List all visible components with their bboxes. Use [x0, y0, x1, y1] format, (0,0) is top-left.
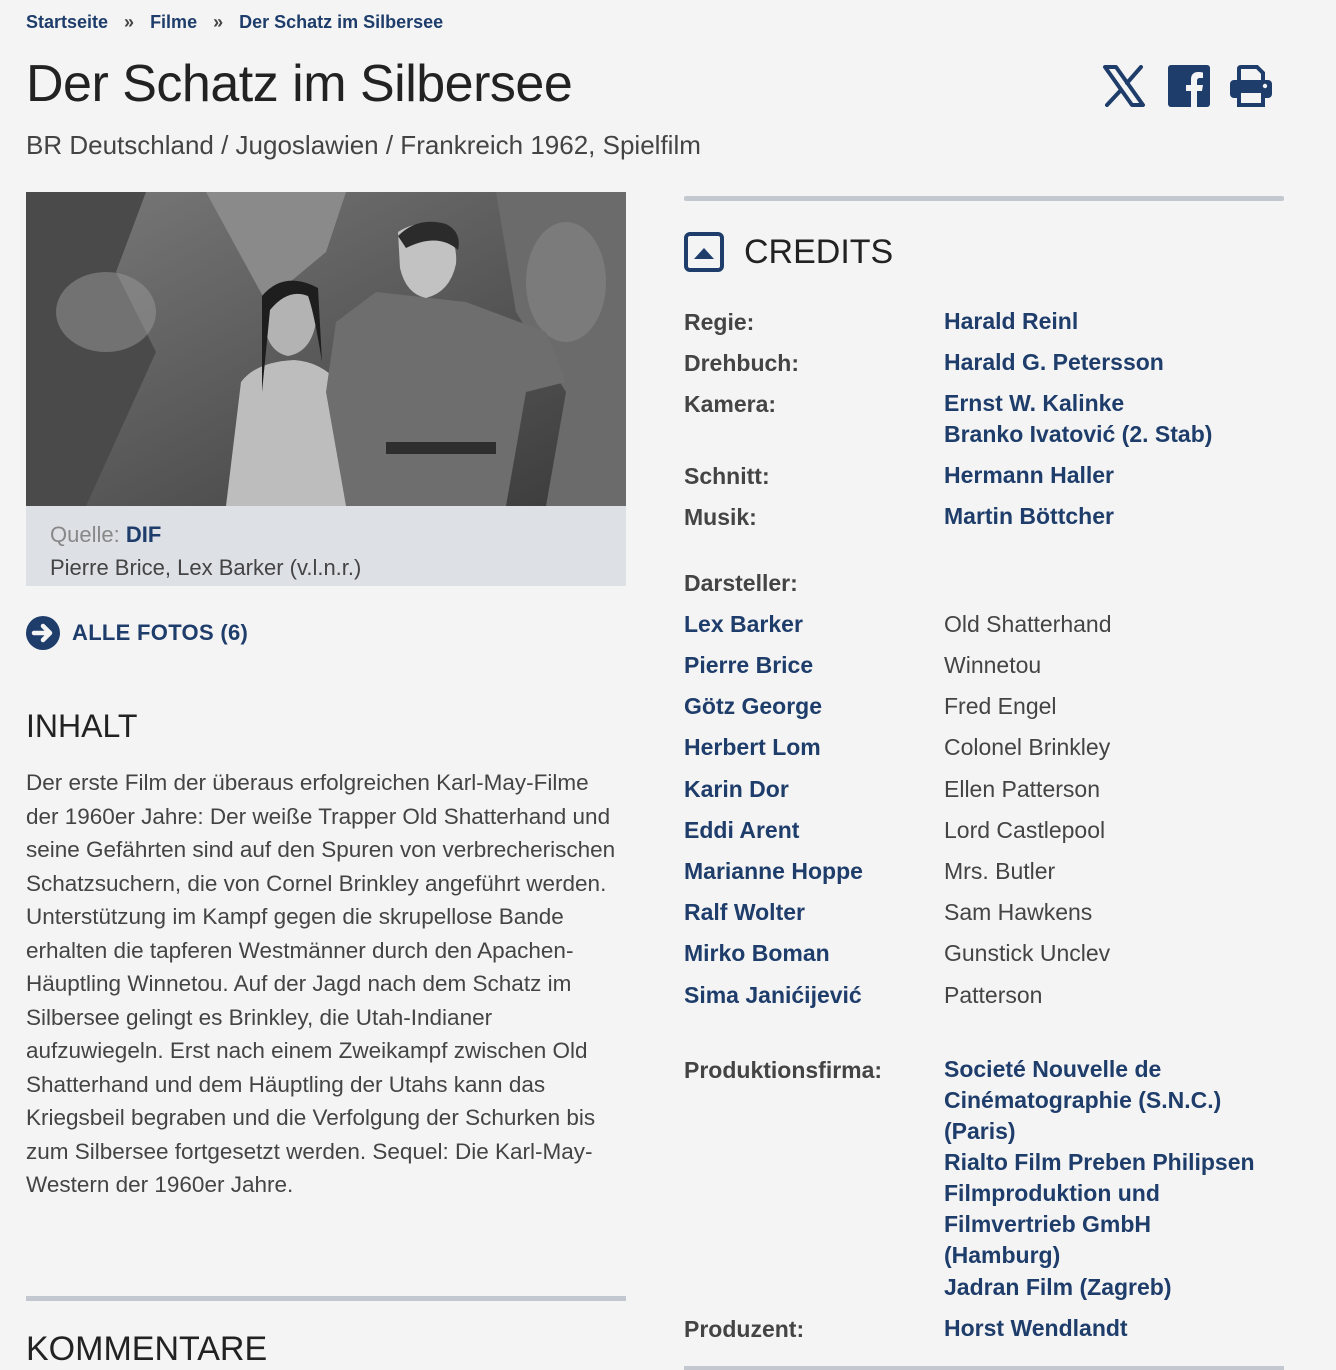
production-line: Cinématographie (S.N.C.) [944, 1087, 1222, 1113]
credit-label-kamera: Kamera: [684, 391, 777, 417]
cast-actor-link[interactable]: Pierre Brice [684, 652, 814, 678]
photo-source-link[interactable]: DIF [125, 522, 162, 547]
cast-role: Old Shatterhand [944, 611, 1112, 637]
photo-source-label: Quelle: [50, 522, 120, 547]
inhalt-text: Der erste Film der überaus erfolgreichen Karl-May-Filme der 1960er Jahre: Der weiße Trapper Old Shatterhand und seine Gefährten sind auf den Spuren von verbrecherischen Schatzsuchern, die von Cornel Brinkley angeführt werden. Unterstützung im Kampf gegen die skrupellose Bande erhalten die tapferen Westmänner durch den Apachen-Häuptling Winnetou. Auf der Jagd nach dem Schatz im Silbersee gelingt es Brinkley, die Utah-Indianer aufzuwiegeln. Erst nach einem Zweikampf zwischen Old Shatterhand und dem Häuptling der Utahs kann das Kriegsbeil begraben und die Verfolgung der Schurken bis zum Silbersee fortgesetzt werden. Sequel: Die Karl-May-Western der 1960er Jahre. [26, 770, 616, 1197]
cast-role: Mrs. Butler [944, 858, 1056, 884]
production-line: Filmvertrieb GmbH [944, 1211, 1152, 1237]
credit-link[interactable]: Hermann Haller [944, 462, 1115, 488]
divider [684, 1366, 1284, 1370]
kommentare-heading: KOMMENTARE [26, 1330, 268, 1368]
breadcrumb-home-link[interactable]: Startseite [26, 12, 109, 32]
photo-caption [26, 506, 626, 596]
cast-role: Sam Hawkens [944, 899, 1093, 925]
production-line: (Paris) [944, 1118, 1016, 1144]
cast-role: Ellen Patterson [944, 776, 1100, 802]
cast-actor-link[interactable]: Karin Dor [684, 776, 789, 802]
breadcrumb-current-link[interactable]: Der Schatz im Silbersee [239, 12, 444, 32]
producer-label: Produzent: [684, 1316, 805, 1342]
cast-role: Colonel Brinkley [944, 734, 1111, 760]
facebook-icon[interactable] [1166, 62, 1212, 110]
photo-box [26, 192, 626, 586]
production-line: Filmproduktion und [944, 1180, 1160, 1206]
all-photos-label: ALLE FOTOS (6) [72, 620, 249, 645]
cast-actor-link[interactable]: Herbert Lom [684, 734, 821, 760]
cast-role: Gunstick Unclev [944, 940, 1111, 966]
credits-toggle[interactable] [684, 232, 893, 272]
production-label: Produktionsfirma: [684, 1057, 883, 1083]
cast-actor-link[interactable]: Sima Janićijević [684, 982, 862, 1008]
credit-link[interactable]: Branko Ivatović (2. Stab) [944, 421, 1213, 447]
all-photos-link[interactable] [26, 616, 248, 650]
credit-label-drehbuch: Drehbuch: [684, 350, 799, 376]
cast-actor-link[interactable]: Marianne Hoppe [684, 858, 863, 884]
production-company-link[interactable] [944, 1054, 1221, 1147]
photo-caption-text: Pierre Brice, Lex Barker (v.l.n.r.) [50, 555, 362, 580]
cast-role: Fred Engel [944, 693, 1057, 719]
cast-actor-link[interactable]: Götz George [684, 693, 823, 719]
divider [26, 1296, 626, 1301]
production-line: Societé Nouvelle de [944, 1056, 1162, 1082]
cast-role: Winnetou [944, 652, 1042, 678]
production-line: (Hamburg) [944, 1242, 1061, 1268]
cast-role: Patterson [944, 982, 1043, 1008]
credit-link[interactable]: Ernst W. Kalinke [944, 390, 1125, 416]
production-company-link[interactable]: Jadran Film (Zagreb) [944, 1274, 1172, 1300]
credit-link[interactable]: Martin Böttcher [944, 503, 1114, 529]
page-title: Der Schatz im Silbersee [26, 55, 573, 113]
cast-actor-link[interactable]: Eddi Arent [684, 817, 800, 843]
x-icon[interactable] [1100, 62, 1148, 110]
credit-link[interactable]: Harald G. Petersson [944, 349, 1164, 375]
cast-role: Lord Castlepool [944, 817, 1106, 843]
page-subtitle: BR Deutschland / Jugoslawien / Frankreich 1962, Spielfilm [26, 130, 701, 160]
credit-link[interactable]: Harald Reinl [944, 308, 1079, 334]
credits-heading: CREDITS [744, 232, 894, 271]
print-icon[interactable] [1226, 62, 1276, 110]
production-company-link[interactable] [944, 1147, 1255, 1271]
divider [684, 196, 1284, 201]
production-line: Rialto Film Preben Philipsen [944, 1149, 1255, 1175]
film-still-image[interactable] [26, 192, 626, 506]
collapse-up-icon [684, 232, 724, 272]
cast-actor-link[interactable]: Mirko Boman [684, 940, 830, 966]
breadcrumb [26, 12, 443, 33]
arrow-right-circle-icon [26, 616, 60, 650]
credit-label-schnitt: Schnitt: [684, 463, 770, 489]
cast-actor-link[interactable]: Lex Barker [684, 611, 803, 637]
cast-label: Darsteller: [684, 570, 798, 596]
credit-label-regie: Regie: [684, 309, 755, 335]
breadcrumb-separator: » [124, 12, 135, 32]
inhalt-heading: INHALT [26, 708, 138, 744]
breadcrumb-separator: » [213, 12, 224, 32]
breadcrumb-films-link[interactable]: Filme [150, 12, 198, 32]
credit-label-musik: Musik: [684, 504, 757, 530]
cast-actor-link[interactable]: Ralf Wolter [684, 899, 805, 925]
producer-link[interactable]: Horst Wendlandt [944, 1315, 1128, 1341]
